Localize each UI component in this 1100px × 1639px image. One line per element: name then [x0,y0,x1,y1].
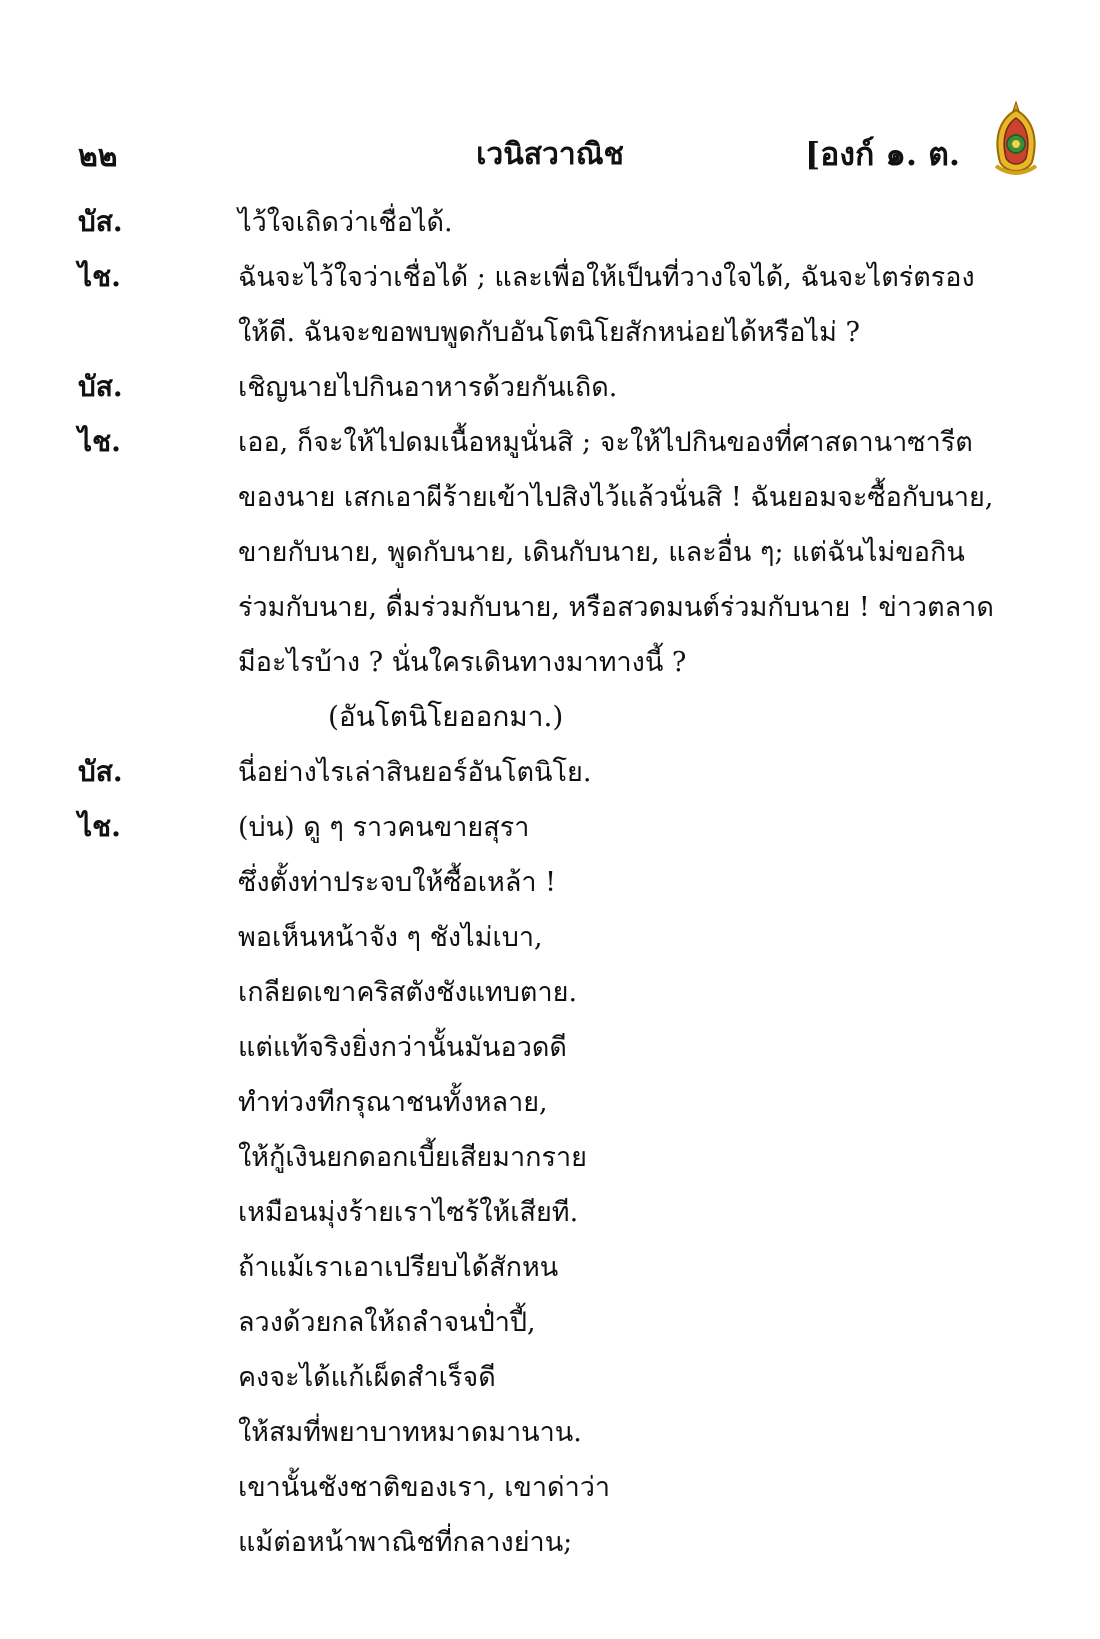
speaker-label: ไช. [78,425,121,458]
line-text: นี่อย่างไรเล่าสินยอร์อันโตนิโย. [238,757,592,788]
line-text: (บ่น) ดู ๆ ราวคนขายสุรา [238,812,530,843]
dialogue-line [0,420,1100,472]
page-number: ๒๒ [78,139,118,174]
page-header [0,125,1100,175]
dialogue-line [0,310,1100,362]
verse-line [0,915,1100,967]
dialogue-line [0,255,1100,307]
verse-line [0,1520,1100,1572]
dialogue-line [0,750,1100,802]
line-text: เหมือนมุ่งร้ายเราไซร้ให้เสียที. [238,1197,579,1228]
verse-line [0,1135,1100,1187]
dialogue-line [0,585,1100,637]
verse-line [0,970,1100,1022]
line-text: เออ, ก็จะให้ไปดมเนื้อหมูนั่นสิ ; จะให้ไปกินของที่ศาสดานาซารีต [238,427,973,458]
line-text: แม้ต่อหน้าพาณิชที่กลางย่าน; [238,1527,573,1558]
stage-direction: (อันโตนิโยออกมา.) [328,700,564,733]
stage-direction-row [0,695,1100,747]
line-text: คงจะได้แก้เผ็ดสำเร็จดี [238,1362,496,1393]
verse-line [0,1355,1100,1407]
verse-line [0,1410,1100,1462]
line-text: เชิญนายไปกินอาหารด้วยกันเถิด. [238,372,618,403]
line-text: ให้ดี. ฉันจะขอพบพูดกับอันโตนิโยสักหน่อยได้หรือไม่ ? [238,317,860,348]
line-text: ไว้ใจเถิดว่าเชื่อได้. [238,207,453,238]
dialogue-line [0,805,1100,857]
line-text: แต่แท้จริงยิ่งกว่านั้นมันอวดดี [238,1032,567,1063]
line-text: เขานั้นชังชาติของเรา, เขาด่าว่า [238,1472,611,1503]
speaker-label: บัส. [78,370,123,403]
verse-line [0,860,1100,912]
line-text: ให้สมที่พยาบาทหมาดมานาน. [238,1417,582,1448]
dialogue-line [0,530,1100,582]
speaker-label: บัส. [78,755,123,788]
dialogue-line [0,475,1100,527]
line-text: ขายกับนาย, พูดกับนาย, เดินกับนาย, และอื่น ๆ; แต่ฉันไม่ขอกิน [238,537,965,568]
running-title: เวนิสวาณิช [476,137,624,172]
speaker-label: บัส. [78,205,123,238]
verse-line [0,1245,1100,1297]
verse-line [0,1080,1100,1132]
act-scene-marker: [องก์ ๑. ต. [805,135,961,173]
line-text: ร่วมกับนาย, ดื่มร่วมกับนาย, หรือสวดมนต์ร่วมกับนาย ! ข่าวตลาด [238,592,994,623]
line-text: ทำท่วงทีกรุณาชนทั้งหลาย, [238,1087,548,1118]
line-text: มีอะไรบ้าง ? นั่นใครเดินทางมาทางนี้ ? [238,647,687,678]
line-text: ฉันจะไว้ใจว่าเชื่อได้ ; และเพื่อให้เป็นที่วางใจได้, ฉันจะไตร่ตรอง [238,262,975,293]
verse-line [0,1465,1100,1517]
crest-emblem-icon [990,100,1042,178]
line-text: ให้กู้เงินยกดอกเบี้ยเสียมากราย [238,1142,587,1173]
line-text: ถ้าแม้เราเอาเปรียบได้สักหน [238,1252,559,1283]
speaker-label: ไช. [78,260,121,293]
verse-line [0,1190,1100,1242]
line-text: ของนาย เสกเอาผีร้ายเข้าไปสิงไว้แล้วนั่นสิ ! ฉันยอมจะซื้อกับนาย, [238,482,994,513]
verse-line [0,1025,1100,1077]
verse-line [0,1300,1100,1352]
dialogue-line [0,200,1100,252]
speaker-label: ไช. [78,810,121,843]
line-text: พอเห็นหน้าจัง ๆ ชังไม่เบา, [238,922,543,953]
line-text: ลวงด้วยกลให้ถลำจนป่ำปี้, [238,1307,536,1338]
line-text: เกลียดเขาคริสตังชังแทบตาย. [238,977,578,1008]
line-text: ซึ่งตั้งท่าประจบให้ซื้อเหล้า ! [238,867,556,898]
dialogue-line [0,365,1100,417]
dialogue-line [0,640,1100,692]
